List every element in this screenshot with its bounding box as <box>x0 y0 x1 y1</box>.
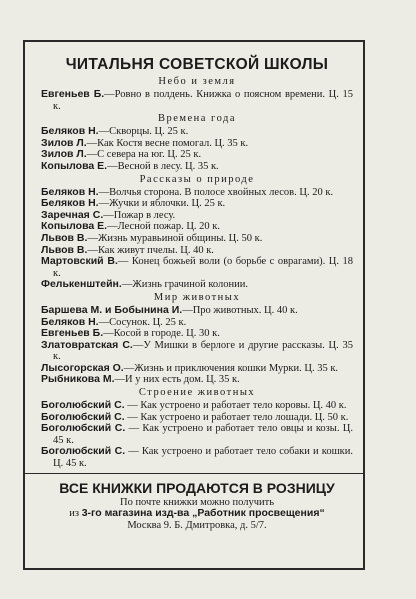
section-heading: Строение животных <box>138 387 256 399</box>
book-author: Зилов Л. <box>41 136 87 149</box>
book-author: Златовратская С. <box>41 338 133 351</box>
book-author: Львов В. <box>41 231 88 244</box>
book-author: Евгеньев Б. <box>41 327 104 340</box>
book-author: Зилов Л. <box>41 148 87 161</box>
book-author: Копылова Е. <box>41 220 108 233</box>
book-author: Беляков Н. <box>41 197 99 210</box>
catalog-frame <box>23 40 365 570</box>
book-entry <box>41 221 353 233</box>
book-title-price: —Как Костя весне помогал. Ц. 35 к. <box>86 137 249 149</box>
book-author: Беляков Н. <box>41 125 99 138</box>
book-entry <box>41 374 353 386</box>
book-author: Боголюбский С. <box>41 445 126 458</box>
book-entry <box>41 340 353 363</box>
book-title-price: —Про животных. Ц. 40 к. <box>182 304 298 316</box>
book-title-price: —Ровно в полдень. Книжка о поясном времени. Ц. 15 к. <box>53 89 353 112</box>
book-title-price: — Как устроено и работает тело лошади. Ц. 50 к. <box>124 411 349 423</box>
book-title-price: —У Мишки в берлоге и другие рассказы. Ц. 35 к. <box>53 339 353 363</box>
footer-line-2-prefix: из <box>69 508 82 520</box>
book-author: Лысогорская О. <box>41 361 124 374</box>
book-entry <box>41 161 353 173</box>
book-author: Копылова Е. <box>41 159 108 172</box>
section-heading: Небо и земля <box>158 76 236 87</box>
book-author: Мартовский В. <box>41 255 118 268</box>
book-author: Боголюбский С. <box>41 399 125 412</box>
book-title-price: — Как устроено и работает тело овцы и козы. Ц. 45 к. <box>53 423 353 446</box>
section-heading: Мир животных <box>153 291 241 303</box>
book-title-price: — Как устроено и работает тело коровы. Ц. 40 к. <box>124 400 347 412</box>
book-title-price: —Пожар в лесу. <box>103 209 176 221</box>
divider <box>25 473 363 474</box>
footer-address: Москва 9. Б. Дмитровка, д. 5/7. <box>127 520 267 532</box>
book-author: Фелькенштейн. <box>41 278 122 291</box>
book-author: Боголюбский С. <box>41 410 125 423</box>
book-title-price: —Жучки и яблочки. Ц. 25 к. <box>98 198 226 210</box>
book-title-price: —Скворцы. Ц. 25 к. <box>98 126 189 138</box>
book-title-price: —Косой в городе. Ц. 30 к. <box>103 328 220 340</box>
book-title-price: —Лесной пожар. Ц. 20 к. <box>107 221 221 233</box>
book-title-price: —С севера на юг. Ц. 25 к. <box>86 149 202 161</box>
book-author: Заречная С. <box>41 208 104 221</box>
section-heading: Рассказы о природе <box>139 173 255 185</box>
book-title-price: —Как живут пчелы. Ц. 40 к. <box>87 244 214 256</box>
book-entry <box>41 446 353 469</box>
book-entry <box>41 279 353 291</box>
book-author: Львов В. <box>41 243 88 256</box>
book-author: Боголюбский С. <box>41 422 126 435</box>
book-author: Рыбникова М. <box>41 373 115 386</box>
footer-title: ВСЕ КНИЖКИ ПРОДАЮТСЯ В РОЗНИЦУ <box>59 479 335 496</box>
book-title-price: —И у них есть дом. Ц. 35 к. <box>114 374 240 386</box>
book-title-price: —Жизнь муравьиной общины. Ц. 50 к. <box>87 232 263 244</box>
section-heading: Времена года <box>157 113 237 125</box>
book-author: Баршева М. и Бобынина И. <box>41 303 183 316</box>
catalog-sections <box>41 76 353 470</box>
book-entry <box>41 256 353 279</box>
book-author: Беляков Н. <box>41 315 99 328</box>
footer-line-2 <box>41 508 353 520</box>
book-author: Беляков Н. <box>41 185 99 198</box>
book-entry <box>41 89 353 112</box>
footer-line-1: По почте книжки можно получить <box>119 496 275 508</box>
book-title-price: —Волчья сторона. В полосе хвойных лесов. Ц. 20 к. <box>98 186 334 198</box>
page-title: ЧИТАЛЬНЯ СОВЕТСКОЙ ШКОЛЫ <box>65 56 329 73</box>
footer-store-name: 3-го магазина изд-ва „Работник просвещения“ <box>81 507 325 520</box>
book-author: Евгеньев Б. <box>41 88 105 100</box>
book-entry <box>41 233 353 245</box>
book-entry <box>41 126 353 138</box>
book-entry <box>41 138 353 150</box>
book-title-price: —Жизнь грачиной колонии. <box>121 279 248 291</box>
book-title-price: —Весной в лесу. Ц. 35 к. <box>107 160 219 172</box>
book-title-price: —Сосунок. Ц. 25 к. <box>98 316 187 328</box>
book-title-price: — Конец божьей воли (о борьбе с оврагами). Ц. 18 к. <box>53 256 353 279</box>
book-title-price: —Жизнь и приключения кошки Мурки. Ц. 35 к. <box>123 362 339 374</box>
book-title-price: — Как устроено и работает тело собаки и кошки. Ц. 45 к. <box>53 446 353 470</box>
book-entry <box>41 423 353 446</box>
